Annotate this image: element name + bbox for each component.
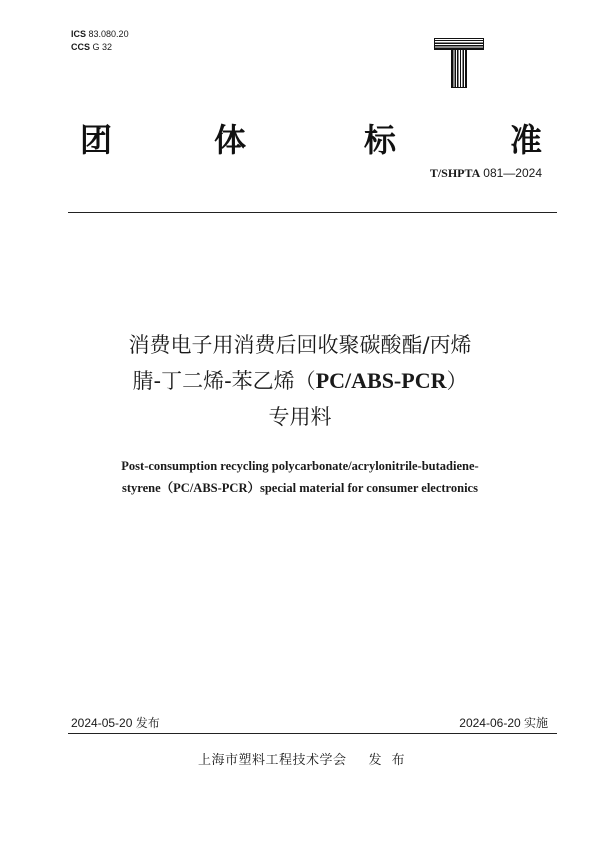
issuer-name: 上海市塑料工程技术学会 [198,753,347,768]
heading-char: 标 [364,121,397,159]
issuing-organization [198,749,415,768]
en-title-line2: styrene（PC/ABS-PCR）special material for consumer electronics [122,481,478,495]
chinese-title [60,327,540,435]
group-standard-T-logo [434,38,484,88]
top-divider [68,212,557,213]
cn-title-line1: 消费电子用消费后回收聚碳酸酯/丙烯 [128,333,472,357]
ics-line: ICS 83.080.20 [71,29,129,39]
bottom-divider [68,733,557,734]
implementation-date: 2024-06-20 实施 [459,716,548,730]
ccs-line: CCS G 32 [71,42,113,52]
issue-date: 2024-05-20 发布 [71,716,160,730]
standard-type-heading [80,115,550,159]
english-title [70,455,530,499]
standard-number: T/SHPTA 081—2024 [429,166,542,180]
cn-title-line2: 腈-丁二烯-苯乙烯（PC/ABS-PCR） [132,368,468,393]
cn-title-line3: 专用料 [268,405,332,429]
classification-codes [71,28,129,54]
logo-t-stem [451,49,467,88]
heading-char: 团 [80,121,113,159]
heading-char: 准 [510,121,543,159]
en-title-line1: Post-consumption recycling polycarbonate/acrylonitrile-butadiene- [121,459,479,473]
heading-char: 体 [214,121,247,159]
issuer-action: 发布 [368,753,415,768]
